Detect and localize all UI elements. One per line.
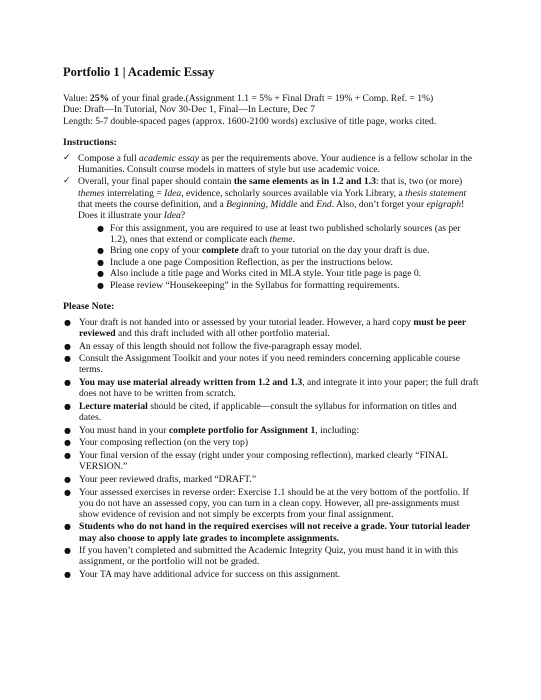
bullet-icon: ● [64,522,71,532]
bullet-icon: ● [97,269,104,279]
instructions-heading: Instructions: [63,137,117,149]
list-item: ● An essay of this length should not follow the five-paragraph essay model. [64,340,362,352]
checkmark-icon: ✓ [63,176,71,187]
instructions-list [63,153,479,291]
page-title: Portfolio 1 | Academic Essay [63,65,215,79]
list-item: ● Include a one page Composition Reflection, as per the instructions below. [97,256,393,268]
bullet-icon: ● [64,451,71,461]
value-line: Value: 25% of your final grade.(Assignment 1.1 = 5% + Final Draft = 19% + Comp. Ref. = 1%) [63,93,434,104]
list-item: ● Your composing reflection (on the very top) [64,437,249,449]
list-item: ● If you haven’t completed and submitted the Academic Integrity Quiz, you must hand it in with this assignment, or the portfolio will not be graded. [64,545,458,568]
list-item: ● Consult the Assignment Toolkit and your notes if you need reminders concerning applicable course terms. [64,353,460,376]
bullet-icon: ● [64,341,71,351]
list-item: ● Bring one copy of your complete draft to your tutorial on the day your draft is due. [97,245,430,257]
list-item: ● You must hand in your complete portfolio for Assignment 1, including: [64,424,359,436]
please-note-list [63,317,479,580]
list-item: ● Your assessed exercises in reverse order: Exercise 1.1 should be at the very bottom of the portfolio. If you do not have an assessed copy, you can turn in a clean copy. However, all pre-assignments must show evidence of revision and not simply be excerpts from your final assignment. [64,486,469,520]
please-note-heading: Please Note: [63,300,115,312]
list-item: ● For this assignment, you are required to use at least two published scholarly sources (as per 1.2), ones that extend or complicate each theme. [97,222,461,245]
bullet-icon: ● [64,570,71,579]
length-line: Length: 5-7 double-spaced pages (approx. 1600-2100 words) exclusive of title page, works cited. [63,115,437,127]
list-item: ● You may use material already written from 1.2 and 1.3, and integrate it into your paper; the full draft does not have to be written from scratch. [64,377,479,400]
instructions-sub-list [78,223,479,291]
list-item: ● Your final version of the essay (right under your composing reflection), marked clearly “FINAL VERSION.” [64,450,448,473]
list-item: ● Your TA may have additional advice for success on this assignment. [64,569,341,580]
bullet-icon: ● [97,257,104,267]
due-line: Due: Draft—In Tutorial, Nov 30-Dec 1, Final—In Lecture, Dec 7 [63,104,316,116]
bullet-icon: ● [97,280,104,290]
list-item: ● Also include a title page and Works cited in MLA style. Your title page is page 0. [97,268,422,280]
list-item: ● Your peer reviewed drafts, marked “DRAFT.” [64,473,257,485]
bullet-icon: ● [64,378,71,388]
assignment-meta [63,93,479,127]
list-item: ● Please review “Housekeeping” in the Syllabus for formatting requirements. [97,279,400,291]
list-item: ● Lecture material should be cited, if applicable—consult the syllabus for information on titles and dates. [64,400,457,424]
list-item: ● Your draft is not handed into or assessed by your tutorial leader. However, a hard copy must be peer reviewed and this draft included with all other portfolio material. [64,316,466,339]
bullet-icon: ● [64,317,71,327]
bullet-icon: ● [64,401,71,411]
checkmark-icon: ✓ [63,153,71,164]
instructions-section [63,137,479,291]
bullet-icon: ● [97,223,104,233]
bullet-icon: ● [64,474,71,484]
list-item: ● Students who do not hand in the required exercises will not receive a grade. Your tutorial leader may also choose to apply late grades to incomplete assignments. [64,521,471,544]
list-item: ✓ Compose a full academic essay as per the requirements above. Your audience is a fellow scholar in the Humanities. Consult course models in matters of style but use academic voice. [63,153,473,176]
bullet-icon: ● [64,438,71,448]
bullet-icon: ● [64,425,71,435]
bullet-icon: ● [97,246,104,256]
list-item: ✓ Overall, your final paper should contain the same elements as in 1.2 and 1.3: that is, two (or more) themes interrelating = Idea, evidence, scholarly sources available via York Library, a thesis statement that meets the course definition, and a Beginning, Middle and End. Also, don’t forget your epigraph! Does it illustrate your Idea? ● For this assignment, you are required to use at least two published scholarly sources (as per 1.2), ones that extend or complicate each theme. ● Bring one copy of your complete draft to your tutorial on the day your draft is due. ● Include a one page Composition Reflection, as per the instructions below. ● Also include a title page and Works cited in MLA style. Your title page is page 0. ● Please review “Housekeeping” in the Syllabus for formatting requirements. [63,176,479,291]
please-note-section [63,301,479,580]
bullet-icon: ● [64,487,71,497]
bullet-icon: ● [64,546,71,556]
bullet-icon: ● [64,354,71,364]
